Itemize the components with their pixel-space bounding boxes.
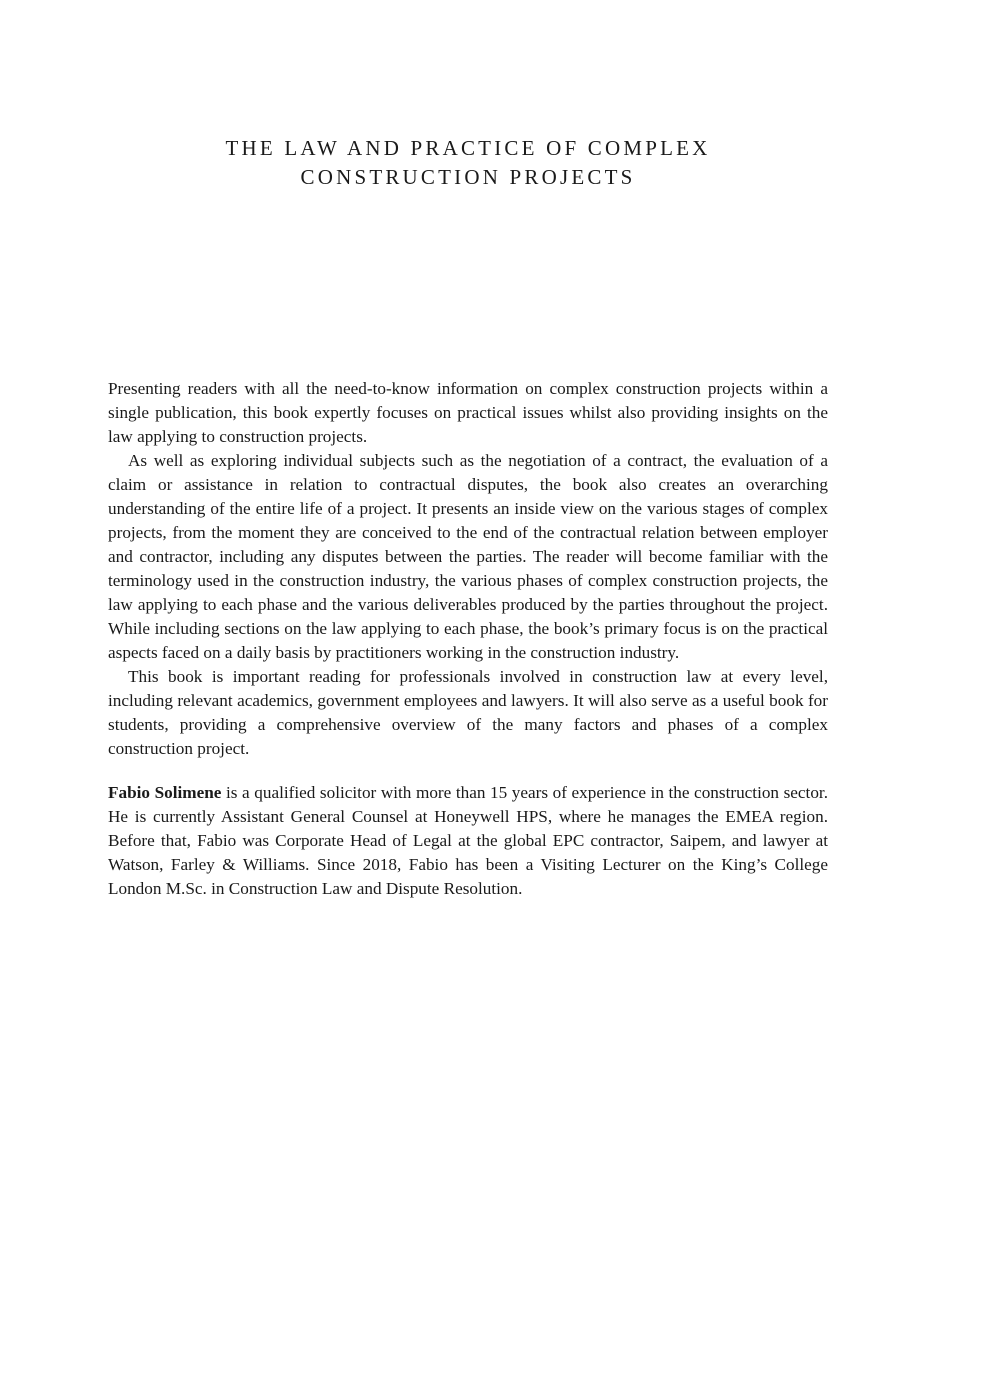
author-bio <box>108 781 828 901</box>
book-description <box>108 377 828 901</box>
description-paragraph-1: Presenting readers with all the need-to-know information on complex construction projects within a single publication, this book expertly focuses on practical issues whilst also providing insights on the law applying to construction projects. <box>108 379 828 446</box>
book-title <box>108 134 828 192</box>
book-title-line-1: THE LAW AND PRACTICE OF COMPLEX <box>225 136 711 160</box>
description-paragraph-3: This book is important reading for professionals involved in construction law at every level, including relevant academics, government employees and lawyers. It will also serve as a useful book for students, providing a comprehensive overview of the many factors and phases of a complex construction project. <box>108 667 828 758</box>
author-name: Fabio Solimene <box>108 783 222 802</box>
description-paragraph-2: As well as exploring individual subjects such as the negotiation of a contract, the evaluation of a claim or assistance in relation to contractual disputes, the book also creates an overarching understanding of the entire life of a project. It presents an inside view on the various stages of complex projects, from the moment they are conceived to the end of the contractual relation between employer and contractor, including any disputes between the parties. The reader will become familiar with the terminology used in the construction industry, the various phases of complex construction projects, the law applying to each phase and the various deliverables produced by the parties throughout the project. While including sections on the law applying to each phase, the book’s primary focus is on the practical aspects faced on a daily basis by practitioners working in the construction industry. <box>108 451 828 662</box>
book-title-line-2: CONSTRUCTION PROJECTS <box>300 165 636 189</box>
author-bio-text: is a qualified solicitor with more than 15 years of experience in the construction sector. He is currently Assistant General Counsel at Honeywell HPS, where he manages the EMEA region. Before that, Fabio was Corporate Head of Legal at the global EPC contractor, Saipem, and lawyer at Watson, Farley & Williams. Since 2018, Fabio has been a Visiting Lecturer on the King’s College London M.Sc. in Construction Law and Dispute Resolution. <box>108 783 828 898</box>
